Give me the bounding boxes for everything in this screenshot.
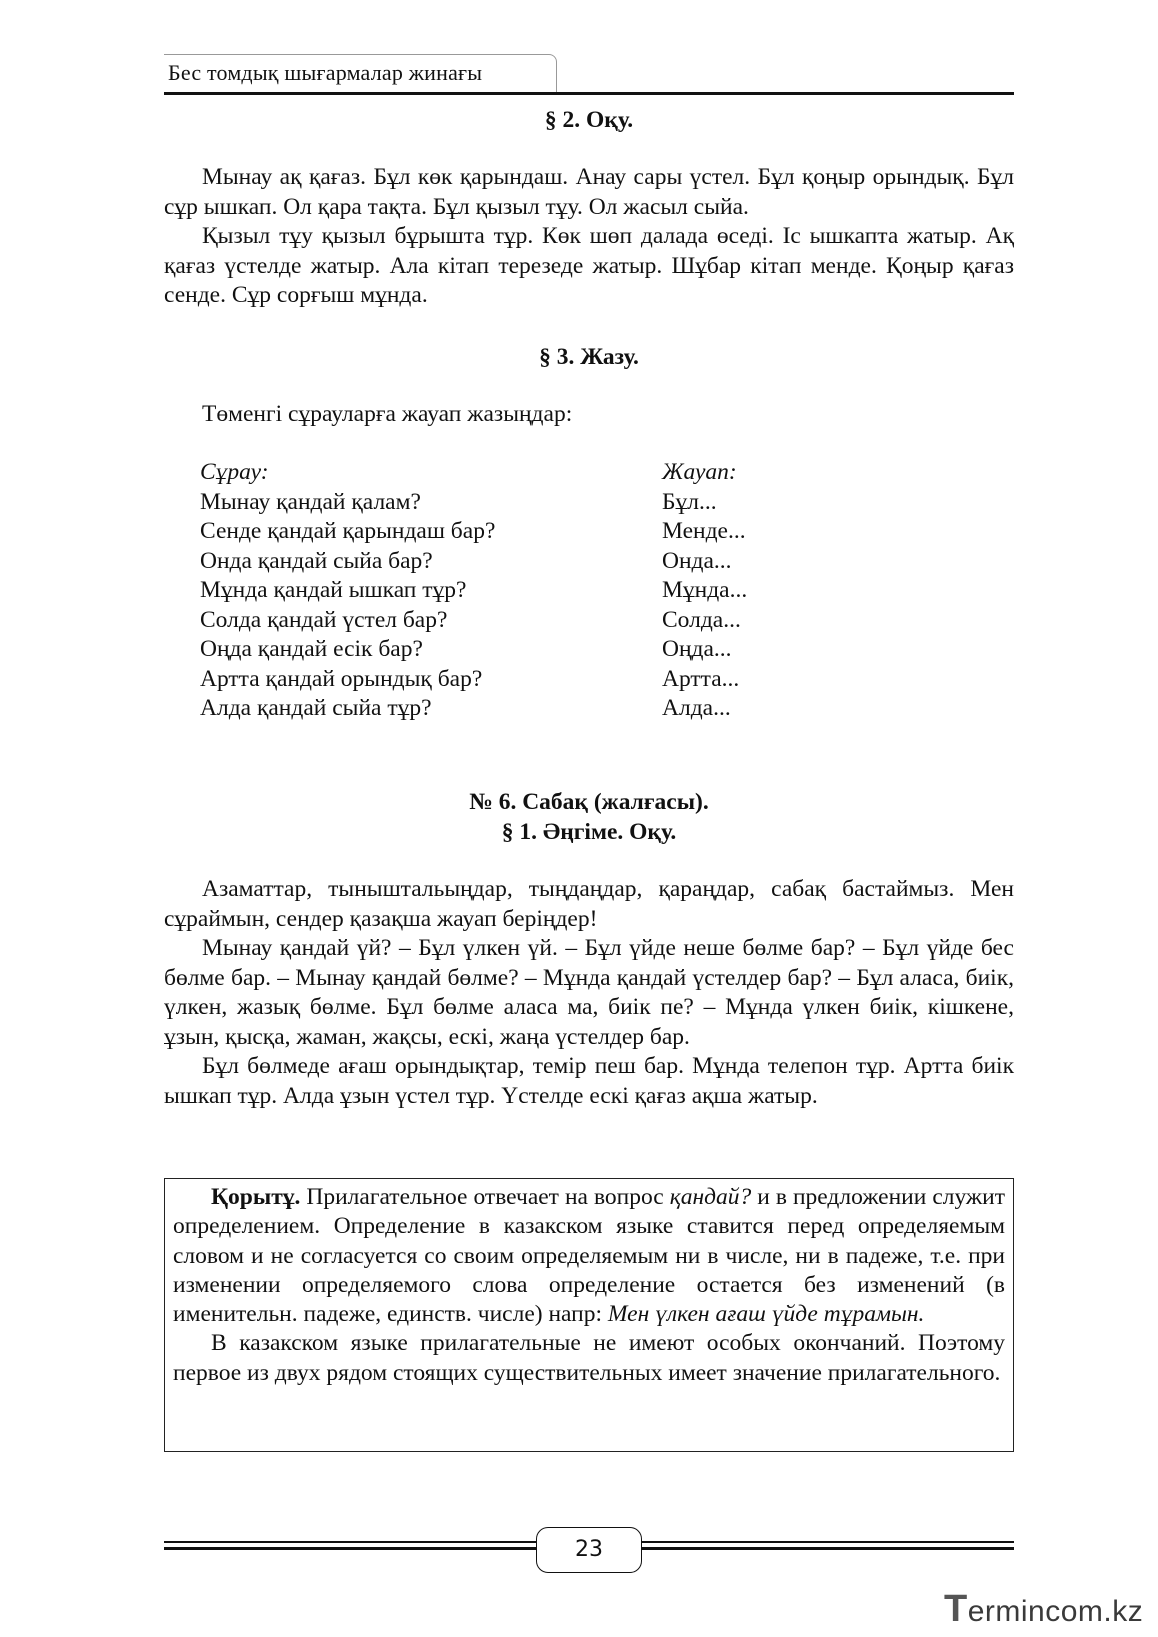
question: Мұнда қандай ышкап тұр? xyxy=(200,577,467,603)
question-answer-table xyxy=(200,458,962,724)
section-2-paragraph-1: Мынау ақ қағаз. Бұл көк қарындаш. Анау сары үстел. Бұл қоңыр орындық. Бұл сұр ышкап. Ол қара тақта. Бұл қызыл тұу. Ол жасыл сыйа. xyxy=(164,164,1014,220)
conclusion-box xyxy=(164,1178,1014,1452)
question: Оңда қандай есік бар? xyxy=(200,636,423,662)
lesson-6-paragraph-1: Азаматтар, тыныштальыңдар, тыңдаңдар, қараңдар, сабақ бастаймыз. Мен сұраймын, сендер қазақша жауап беріңдер! xyxy=(164,876,1014,932)
footer-rule-right xyxy=(642,1541,1014,1543)
answer: Оңда... xyxy=(662,636,732,662)
section-2-paragraph-2: Қызыл тұу қызыл бұрышта тұр. Көк шөп далада өседі. Іс ышкапта жатыр. Ақ қағаз үстелде жатыр. Ала кітап терезеде жатыр. Шұбар кітап менде. Қоңыр қағаз сенде. Сұр сорғыш мұнда. xyxy=(164,223,1014,308)
question: Солда қандай үстел бар? xyxy=(200,606,448,633)
question: Сенде қандай қарындаш бар? xyxy=(200,518,496,544)
section-3-heading: § 3. Жазу. xyxy=(539,344,639,370)
answer: Менде... xyxy=(662,518,746,544)
section-2 xyxy=(164,105,1014,311)
table-row xyxy=(200,488,962,518)
section-3 xyxy=(164,342,1014,430)
table-row xyxy=(200,517,962,547)
lesson-6-heading: № 6. Сабақ (жалғасы). xyxy=(469,789,709,815)
answer: Алда... xyxy=(662,695,731,721)
watermark-initial: T xyxy=(944,1588,968,1630)
lesson-6-subheading: § 1. Әңгіме. Оқу. xyxy=(501,819,677,845)
footer-rule-right-thick xyxy=(642,1547,1014,1550)
answer: Онда... xyxy=(662,547,732,574)
question-word: қандай? xyxy=(669,1184,752,1210)
question: Онда қандай сыйа бар? xyxy=(200,547,433,574)
conclusion-label: Қорытұ. xyxy=(211,1184,301,1210)
table-row xyxy=(200,694,962,724)
page-footer xyxy=(164,1527,1014,1577)
watermark-text: ermincom.kz xyxy=(967,1595,1144,1628)
table-row xyxy=(200,547,962,577)
question: Алда қандай сыйа тұр? xyxy=(200,695,432,721)
answer: Артта... xyxy=(662,665,740,692)
table-row xyxy=(200,635,962,665)
question: Мынау қандай қалам? xyxy=(200,488,421,515)
conclusion-paragraph-1 xyxy=(173,1183,1005,1329)
watermark-logo xyxy=(944,1588,1144,1628)
lesson-6-paragraph-3: Бұл бөлмеде ағаш орындықтар, темір пеш бар. Мұнда телепон тұр. Артта биік ышкап тұр. Алда ұзын үстел тұр. Үстелде ескі қағаз ақша жатыр. xyxy=(164,1053,1014,1109)
column-header-question: Сұрау: xyxy=(200,459,269,485)
running-header xyxy=(164,54,1014,94)
section-3-instruction: Төменгі сұрауларға жауап жазыңдар: xyxy=(202,401,573,427)
lesson-6-paragraph-2: Мынау қандай үй? – Бұл үлкен үй. – Бұл үйде неше бөлме бар? – Бұл үйде бес бөлме бар. – Мынау қандай бөлме? – Мұнда қандай үстелдер бар? – Бұл аласа, биік, үлкен, жазық бөлме. Бұл бөлме аласа ма, биік пе? – Мұнда үлкен биік, кішкене, ұзын, қысқа, жаман, жақсы, ескі, жаңа үстелдер бар. xyxy=(164,935,1014,1050)
section-2-heading: § 2. Оқу. xyxy=(544,107,634,133)
table-row xyxy=(200,606,962,636)
header-rule xyxy=(164,92,1014,95)
conclusion-text-c: и в предложении служит определением. Определение в казакском языке ставится перед определяемым словом и не согласуется со своим определяемым ни в числе, ни в падеже, т.е. при изменении определяемого слова определение остается без изменений (в именительн. падеже, единств. числе) напр: xyxy=(173,1184,1006,1328)
conclusion-text-a: Прилагательное отвечает на вопрос xyxy=(300,1184,670,1210)
table-header-row xyxy=(200,458,962,488)
header-title: Бес томдық шығармалар жинағы xyxy=(168,60,483,85)
table-row xyxy=(200,665,962,695)
lesson-6 xyxy=(164,787,1014,1111)
answer: Мұнда... xyxy=(662,577,748,603)
answer: Бұл... xyxy=(662,488,717,515)
conclusion-paragraph-2: В казакском языке прилагательные не имеют особых окончаний. Поэтому первое из двух рядом стоящих существительных имеет значение прилагательного. xyxy=(173,1330,1005,1386)
question: Артта қандай орындық бар? xyxy=(200,665,483,692)
footer-rule-left xyxy=(164,1541,536,1543)
conclusion-example: Мен үлкен ағаш үйде тұрамын. xyxy=(607,1301,925,1328)
table-row xyxy=(200,576,962,606)
answer: Солда... xyxy=(662,606,741,633)
page-number: 23 xyxy=(536,1527,642,1573)
footer-rule-left-thick xyxy=(164,1547,536,1550)
column-header-answer: Жауап: xyxy=(662,459,737,485)
